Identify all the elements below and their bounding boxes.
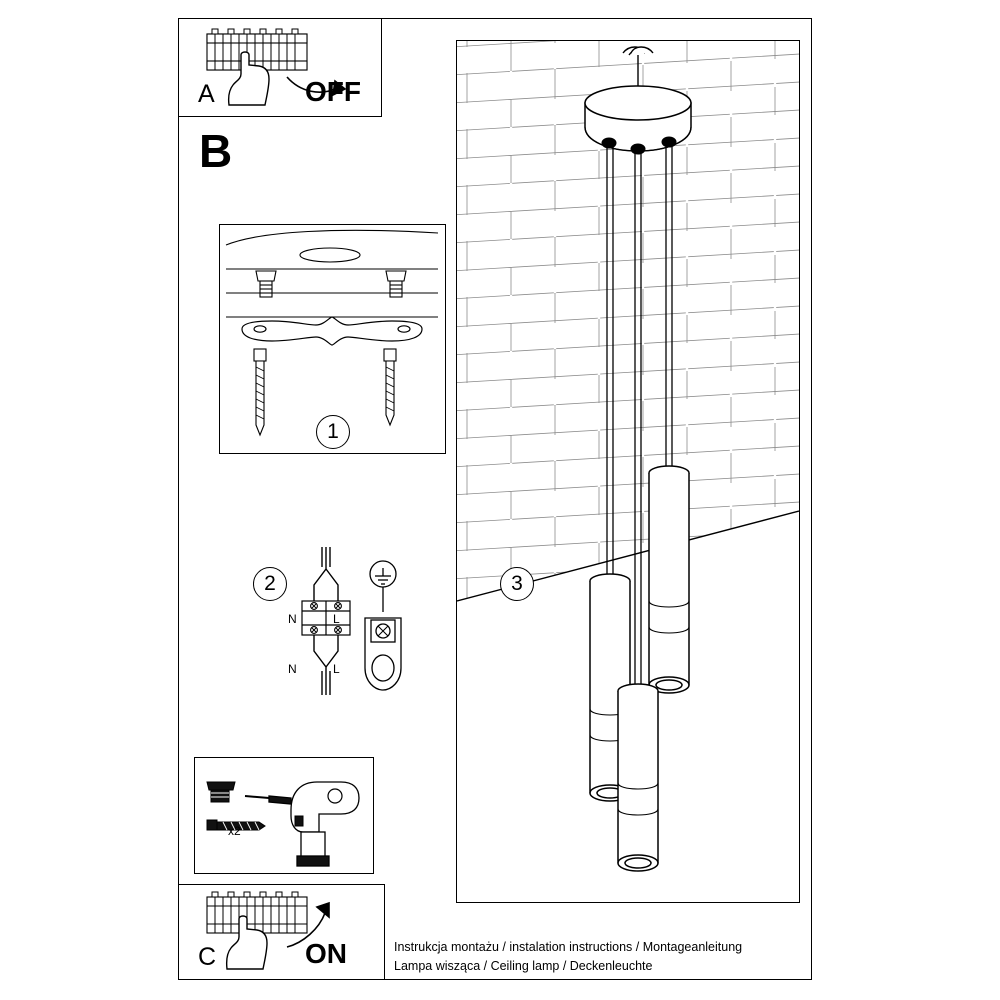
step-c-action-label: ON	[305, 938, 347, 969]
drill-step-box	[194, 757, 374, 874]
caption-line-2: Lampa wisząca / Ceiling lamp / Deckenleuchte	[394, 959, 653, 973]
wire-label-l-bottom: L	[333, 662, 340, 676]
step-a-action-label: OFF	[305, 76, 361, 107]
wire-label-n-top: N	[288, 612, 297, 626]
step-number-3: 3	[500, 567, 534, 601]
step-3-panel	[456, 40, 800, 903]
caption-line-1: Instrukcja montażu / instalation instructions / Montageanleitung	[394, 940, 743, 954]
step-number-2: 2	[253, 567, 287, 601]
drill-quantity-label: x2	[228, 824, 241, 838]
wire-label-l-top: L	[333, 612, 340, 626]
wire-label-n-bottom: N	[288, 662, 297, 676]
step-number-1: 1	[316, 415, 350, 449]
earth-terminal-illustration	[355, 556, 415, 696]
caption-block	[394, 938, 794, 976]
step-c-label: C	[198, 943, 217, 971]
drill-illustration	[195, 758, 372, 872]
pendant-lamp-illustration	[457, 41, 799, 902]
step-a-label: A	[198, 80, 216, 108]
step-b-label: B	[199, 125, 233, 177]
